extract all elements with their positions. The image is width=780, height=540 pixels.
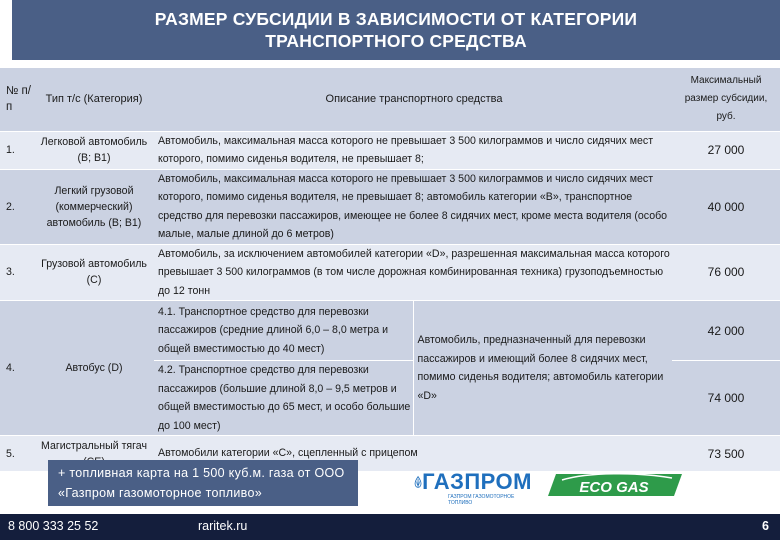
table-header-row: [0, 68, 780, 131]
ecogas-icon: [548, 468, 686, 500]
row-num: 5.: [0, 436, 34, 472]
row-desc: Автомобиль, максимальная масса которого не превышает 3 500 килограммов и число сидячих мест которого, помимо сиденья водителя, не превышает 8; автомобиль категории «В», транспортное средство для перевозки пассажиров, имеющее не более 8 сидячих мест, кроме места водителя (особо малые, малые длиной до 6 метров): [154, 169, 672, 244]
subsidy-table: [0, 68, 780, 472]
row-num: 3.: [0, 244, 34, 301]
page-title: РАЗМЕР СУБСИДИИ В ЗАВИСИМОСТИ ОТ КАТЕГОРИИ ТРАНСПОРТНОГО СРЕДСТВА: [154, 9, 638, 51]
page-number: 6: [762, 519, 769, 533]
row-num: 4.: [0, 301, 34, 436]
row-amount: 76 000: [672, 244, 780, 301]
row-amount: 42 000: [672, 301, 780, 361]
footer-site-link[interactable]: raritek.ru: [198, 519, 248, 533]
header-amount: Максимальный размер субсидии, руб.: [672, 68, 780, 131]
header-desc: Описание транспортного средства: [154, 68, 672, 131]
gazprom-wordmark: ГАЗПРОМ: [422, 469, 532, 494]
row-desc: Автомобиль, максимальная масса которого не превышает 3 500 килограммов и число сидячих мест которого, помимо сиденья водителя, не превышает 8;: [154, 131, 672, 169]
row-type: Легкий грузовой (коммерческий) автомобиль (B; B1): [34, 169, 154, 244]
gazprom-logo: [414, 456, 532, 508]
row-amount: 27 000: [672, 131, 780, 169]
row-num: 1.: [0, 131, 34, 169]
table-row: [0, 301, 780, 361]
row-type: Легковой автомобиль (B; B1): [34, 131, 154, 169]
table-row: [0, 169, 780, 244]
row-amount: 73 500: [672, 436, 780, 472]
row-num: 2.: [0, 169, 34, 244]
footer-bar: [0, 514, 780, 540]
bus-desc: Автомобиль, предназначенный для перевозки пассажиров и имеющий более 8 сидячих мест, помимо сиденья водителя; автомобиль категории «D»: [413, 301, 672, 436]
flame-icon: [414, 460, 422, 504]
row-desc: Автомобили категории «С», сцепленный с прицепом: [154, 436, 672, 472]
row-type: Грузовой автомобиль (C): [34, 244, 154, 301]
table-row: [0, 131, 780, 169]
fuel-card-notice: + топливная карта на 1 500 куб.м. газа от ООО «Газпром газомоторное топливо»: [48, 460, 358, 506]
title-bar: [12, 0, 780, 60]
footer-phone[interactable]: 8 800 333 25 52: [8, 519, 99, 533]
row-amount: 40 000: [672, 169, 780, 244]
gazprom-subtitle: ГАЗПРОМ ГАЗОМОТОРНОЕ ТОПЛИВО: [448, 494, 515, 506]
row-type: Магистральный тягач: [34, 436, 154, 472]
bus-sub-large: 4.2. Транспортное средство для перевозки пассажиров (большие длиной 8,0 – 9,5 метров и общей вместимостью до 65 мест, и особо большие до 100 мест): [154, 361, 413, 436]
header-num: № п/п: [0, 68, 34, 131]
row-amount: 74 000: [672, 361, 780, 436]
ecogas-wordmark: ECO GAS: [579, 479, 649, 496]
bus-sub-medium: 4.1. Транспортное средство для перевозки пассажиров (средние длиной 6,0 – 8,0 метра и общей вместимостью до 40 мест): [154, 301, 413, 361]
row-type: Автобус (D): [34, 301, 154, 436]
row-desc: Автомобиль, за исключением автомобилей категории «D», разрешенная максимальная масса которого превышает 3 500 килограммов (в том числе дорожная комбинированная техника) грузоподъемностью до 12 тонн: [154, 244, 672, 301]
ecogas-logo: [548, 468, 686, 500]
table-row: [0, 244, 780, 301]
header-type: Тип т/с (Категория): [34, 68, 154, 131]
